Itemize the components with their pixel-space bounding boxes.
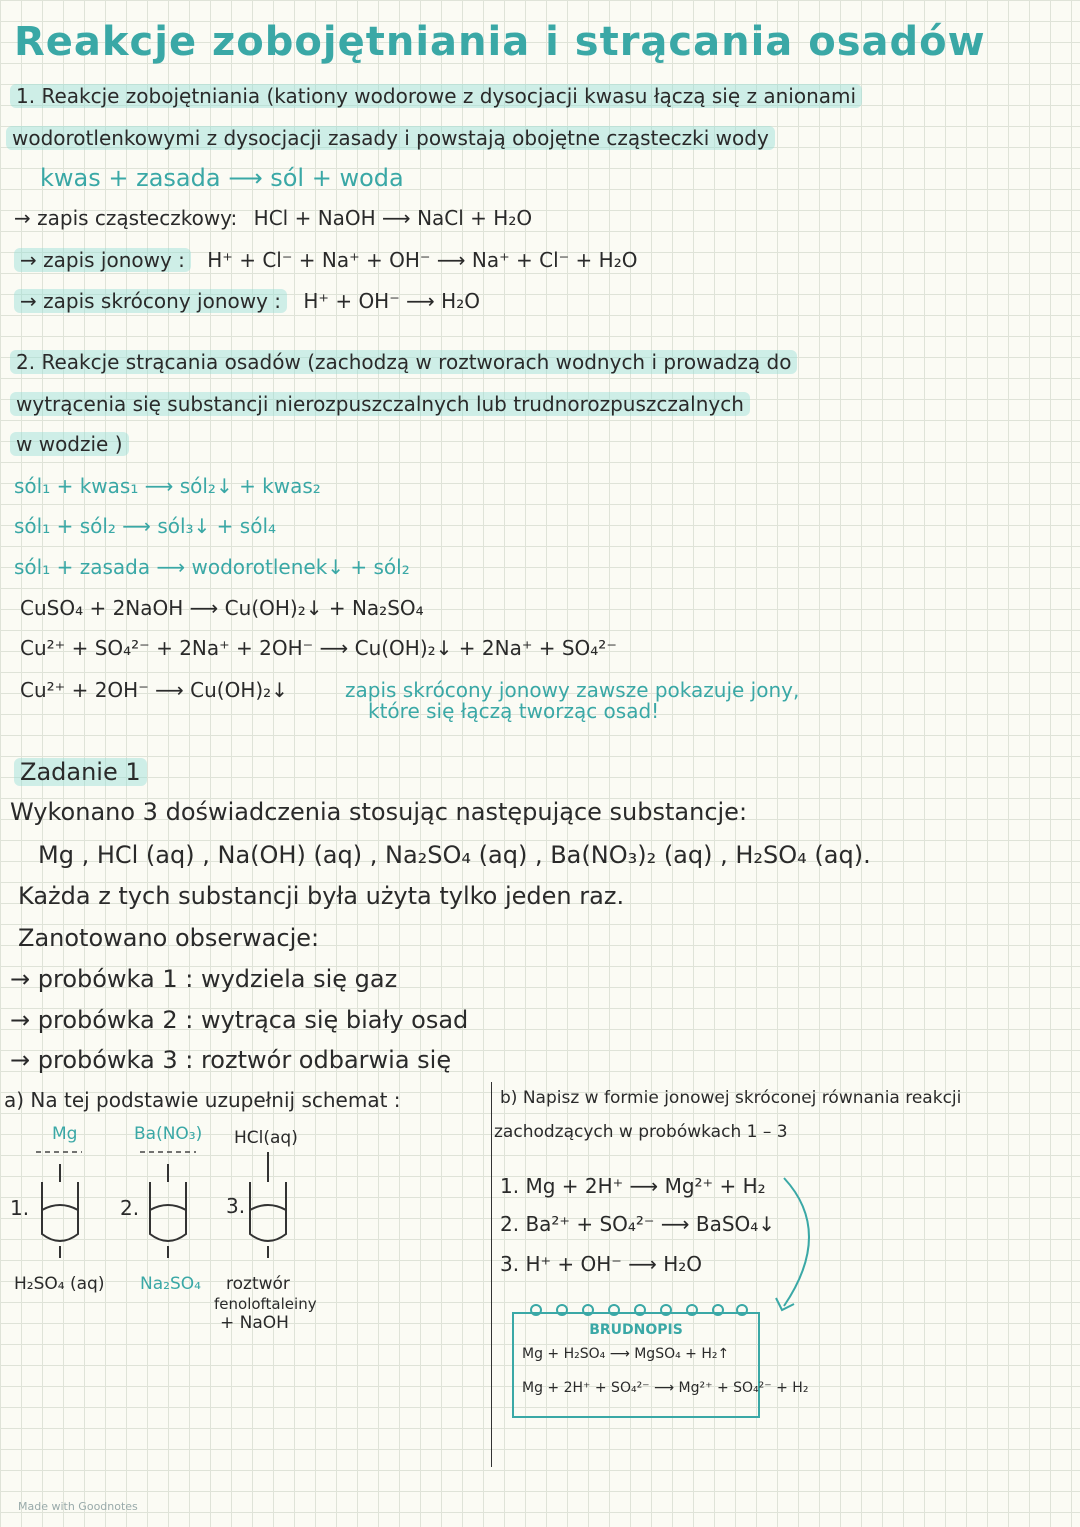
reaction-2: 2. Ba²⁺ + SO₄²⁻ ⟶ BaSO₄↓ bbox=[500, 1212, 776, 1236]
section1-line1: 1. Reakcje zobojętniania (kationy wodorowe z dysocjacji kwasu łączą się z anionami bbox=[10, 84, 862, 108]
precipitation-scheme-3: sól₁ + zasada ⟶ wodorotlenek↓ + sól₂ bbox=[14, 555, 410, 579]
task-line3: Każda z tych substancji była użyta tylko jeden raz. bbox=[18, 882, 625, 910]
reaction-1: 1. Mg + 2H⁺ ⟶ Mg²⁺ + H₂ bbox=[500, 1174, 766, 1198]
task-line1: Wykonano 3 doświadczenia stosując następujące substancje: bbox=[10, 798, 748, 826]
reaction-3: 3. H⁺ + OH⁻ ⟶ H₂O bbox=[500, 1252, 703, 1276]
column-divider bbox=[491, 1082, 492, 1467]
example-ionic: Cu²⁺ + SO₄²⁻ + 2Na⁺ + 2OH⁻ ⟶ Cu(OH)₂↓ + 2Na⁺ + SO₄²⁻ bbox=[20, 636, 617, 660]
tube3-bottom-label-2: fenoloftaleiny bbox=[214, 1295, 317, 1313]
precipitation-scheme-1: sól₁ + kwas₁ ⟶ sól₂↓ + kwas₂ bbox=[14, 474, 321, 498]
part-b-heading-1: b) Napisz w formie jonowej skróconej równania reakcji bbox=[500, 1088, 962, 1108]
precipitation-scheme-2: sól₁ + sól₂ ⟶ sól₃↓ + sól₄ bbox=[14, 514, 277, 538]
section2-line2: wytrącenia się substancji nierozpuszczalnych lub trudnorozpuszczalnych bbox=[10, 392, 750, 416]
spiral-binding-icon bbox=[522, 1302, 748, 1320]
example-molecular: CuSO₄ + 2NaOH ⟶ Cu(OH)₂↓ + Na₂SO₄ bbox=[20, 596, 424, 620]
observation-1: → probówka 1 : wydziela się gaz bbox=[10, 965, 398, 993]
tube2-number: 2. bbox=[120, 1196, 140, 1220]
task-substances: Mg , HCl (aq) , Na(OH) (aq) , Na₂SO₄ (aq) , Ba(NO₃)₂ (aq) , H₂SO₄ (aq). bbox=[38, 841, 871, 869]
draft-box bbox=[512, 1312, 809, 1418]
curved-arrow-icon bbox=[770, 1172, 830, 1322]
note-line1: zapis skrócony jonowy zawsze pokazuje jony, bbox=[345, 678, 800, 702]
test-tube-2-icon bbox=[138, 1148, 208, 1258]
molecular-equation: HCl + NaOH ⟶ NaCl + H₂O bbox=[253, 206, 533, 230]
molecular-label: → zapis cząsteczkowy: bbox=[14, 206, 238, 230]
ionic-label: → zapis jonowy : bbox=[14, 248, 191, 272]
tube1-bottom-label: H₂SO₄ (aq) bbox=[14, 1274, 105, 1294]
tube2-top-label: Ba(NO₃) bbox=[134, 1124, 203, 1144]
tube3-top-label: HCl(aq) bbox=[234, 1128, 298, 1148]
task-heading: Zadanie 1 bbox=[14, 758, 147, 786]
test-tube-1-icon bbox=[30, 1148, 100, 1258]
tube3-bottom-label: roztwór bbox=[226, 1274, 290, 1294]
draft-heading: BRUDNOPIS bbox=[589, 1322, 683, 1338]
short-ionic-label: → zapis skrócony jonowy : bbox=[14, 289, 287, 313]
task-line4: Zanotowano obserwacje: bbox=[18, 924, 320, 952]
observation-2: → probówka 2 : wytrąca się biały osad bbox=[10, 1006, 469, 1034]
draft-line-2: Mg + 2H⁺ + SO₄²⁻ ⟶ Mg²⁺ + SO₄²⁻ + H₂ bbox=[522, 1380, 809, 1396]
page-title: Reakcje zobojętniania i strącania osadów bbox=[14, 19, 986, 65]
tube3-bottom-label-3: + NaOH bbox=[220, 1313, 289, 1333]
note-line2: które się łączą tworząc osad! bbox=[368, 699, 660, 723]
footer-watermark: Made with Goodnotes bbox=[18, 1500, 138, 1513]
ionic-equation: H⁺ + Cl⁻ + Na⁺ + OH⁻ ⟶ Na⁺ + Cl⁻ + H₂O bbox=[207, 248, 638, 272]
section2-line3: w wodzie ) bbox=[10, 432, 129, 456]
tube1-top-label: Mg bbox=[52, 1124, 78, 1144]
section2-line1: 2. Reakcje strącania osadów (zachodzą w roztworach wodnych i prowadzą do bbox=[10, 350, 797, 374]
example-short-ionic: Cu²⁺ + 2OH⁻ ⟶ Cu(OH)₂↓ bbox=[20, 678, 288, 702]
section1-line2: wodorotlenkowymi z dysocjacji zasady i powstają obojętne cząsteczki wody bbox=[6, 126, 775, 150]
neutralization-scheme: kwas + zasada ⟶ sól + woda bbox=[40, 164, 404, 192]
tube3-number: 3. bbox=[226, 1194, 246, 1218]
test-tube-3-icon bbox=[238, 1148, 308, 1258]
short-ionic-equation: H⁺ + OH⁻ ⟶ H₂O bbox=[303, 289, 480, 313]
observation-3: → probówka 3 : roztwór odbarwia się bbox=[10, 1046, 452, 1074]
part-b-heading-2: zachodzących w probówkach 1 – 3 bbox=[494, 1122, 788, 1142]
draft-line-1: Mg + H₂SO₄ ⟶ MgSO₄ + H₂↑ bbox=[522, 1346, 730, 1362]
tube1-number: 1. bbox=[10, 1196, 30, 1220]
tube2-bottom-label: Na₂SO₄ bbox=[140, 1274, 201, 1294]
part-a-heading: a) Na tej podstawie uzupełnij schemat : bbox=[4, 1088, 401, 1112]
